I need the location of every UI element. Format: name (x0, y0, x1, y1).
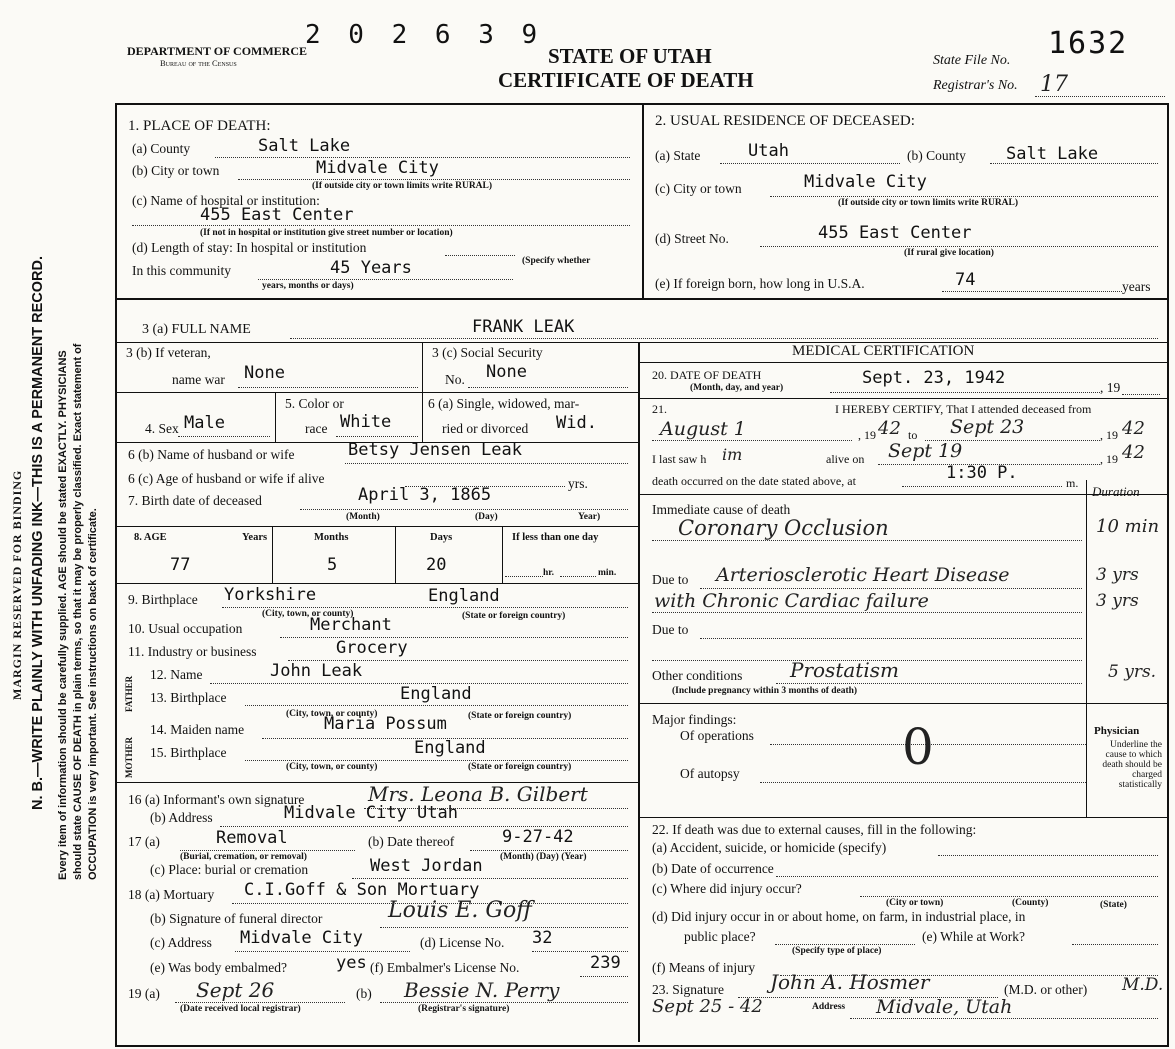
father-side-label: FATHER (124, 675, 134, 712)
marital-label: 6 (a) Single, widowed, mar- (428, 396, 580, 411)
state-file-no-label: State File No. (933, 53, 1011, 68)
immediate-cause-label: Immediate cause of death (652, 502, 791, 517)
ext-specify-place: (Specify type of place) (792, 946, 882, 956)
age-days-label: Days (430, 532, 453, 543)
director-signature: Louis E. Goff (388, 898, 532, 923)
burial-place-label: (c) Place: burial or cremation (150, 862, 309, 877)
mother-bp-state-note: (State or foreign country) (468, 762, 572, 772)
res-city-label: (c) City or town (655, 181, 742, 196)
spouse-age-label: 6 (c) Age of husband or wife if alive (128, 471, 325, 486)
ext-city-note: (City or town) (886, 898, 944, 908)
reg19-b-label: (b) (356, 986, 372, 1001)
permanent-record-note: N. B.—WRITE PLAINLY WITH UNFADING INK—THIS IS A PERMANENT RECORD. (30, 256, 46, 810)
occupation-label: 10. Usual occupation (128, 621, 243, 636)
birth-year-note: Year) (578, 512, 601, 522)
alive-on: Sept 19 (888, 440, 963, 462)
burial-date-label: (b) Date thereof (368, 834, 455, 849)
pod-stay-label: (d) Length of stay: In hospital or institution (132, 240, 367, 255)
mother-bp-city-note: (City, town, or county) (286, 762, 378, 772)
reg19-label: 19 (a) (128, 986, 160, 1001)
external-c: (c) Where did injury occur? (652, 881, 802, 896)
death-time: 1:30 P. (946, 463, 1018, 483)
n21-label: 21. (652, 402, 667, 416)
mortuary-address: Midvale City (240, 928, 363, 948)
birthplace-label: 9. Birthplace (128, 592, 198, 607)
war-value: None (244, 363, 285, 383)
pod-hospital: 455 East Center (200, 205, 354, 225)
ss-label: 3 (c) Social Security (432, 345, 543, 360)
pod-city-label: (b) City or town (132, 163, 220, 178)
birthplace-city-note: (City, town, or county) (262, 609, 354, 619)
age-label: 8. AGE (134, 532, 167, 543)
race-value: White (340, 412, 392, 432)
physician-signature: John A. Hosmer (770, 970, 930, 994)
medical-heading: MEDICAL CERTIFICATION (792, 343, 975, 359)
war-label: name war (172, 372, 225, 387)
mortuary-label: 18 (a) Mortuary (128, 887, 215, 902)
other-note: (Include pregnancy within 3 months of death) (672, 686, 858, 696)
full-name: FRANK LEAK (472, 317, 575, 337)
from-year: 42 (878, 418, 901, 439)
due-to-label-1: Due to (652, 572, 689, 587)
informant-signature: Mrs. Leona B. Gilbert (368, 782, 588, 806)
embalmed-label: (e) Was body embalmed? (150, 960, 287, 975)
pod-city-note: (If outside city or town limits write RURAL) (312, 181, 493, 191)
father-bp: England (400, 684, 472, 704)
from-19: , 19 (858, 428, 876, 442)
physician-address: Midvale, Utah (876, 996, 1013, 1018)
external-f: (f) Means of injury (652, 960, 756, 975)
registrar-no-label: Registrar's No. (933, 78, 1018, 93)
mother-bp: England (414, 738, 486, 758)
burial-date: 9-27-42 (502, 827, 574, 847)
due-to-1b-duration: 3 yrs (1096, 591, 1139, 611)
pod-county: Salt Lake (258, 136, 351, 156)
dod-note: (Month, day, and year) (690, 383, 784, 393)
res-city: Midvale City (804, 172, 927, 192)
burial-label: 17 (a) (128, 834, 160, 849)
occupation-value: Merchant (310, 615, 392, 635)
father-bp-label: 13. Birthplace (150, 690, 227, 705)
burial-value: Removal (216, 828, 288, 848)
state-title: STATE OF UTAH (548, 44, 712, 68)
instruction-note-2: should state CAUSE OF DEATH in plain terms, so that it may be properly classified. Exact statement of (72, 343, 84, 880)
burial-date-note: (Month) (Day) (Year) (500, 852, 587, 862)
death-m: m. (1066, 476, 1079, 490)
external-b: (b) Date of occurrence (652, 861, 774, 876)
external-a: (a) Accident, suicide, or homicide (specify) (652, 840, 887, 855)
signature-address-label: Address (812, 1002, 846, 1012)
physician-note: Underline the cause to which death should be charged statistically (1102, 740, 1162, 790)
dod-value: Sept. 23, 1942 (862, 368, 1006, 388)
birth-day-note: (Day) (475, 512, 498, 522)
major-findings-label: Major findings: (652, 712, 737, 727)
res-street-note: (If rural give location) (904, 248, 994, 258)
dod-19: , 19 (1100, 380, 1121, 395)
burial-note: (Burial, cremation, or removal) (180, 852, 307, 862)
father-name-label: 12. Name (150, 667, 203, 682)
res-county: Salt Lake (1006, 144, 1099, 164)
pod-community: 45 Years (330, 258, 412, 278)
res-foreign-label: (e) If foreign born, how long in U.S.A. (655, 276, 865, 291)
external-d2: public place? (684, 929, 756, 944)
spouse-value: Betsy Jensen Leak (348, 440, 522, 460)
physician-note-title: Physician (1094, 725, 1140, 737)
external-e: (e) While at Work? (922, 929, 1025, 944)
res-county-label: (b) County (907, 148, 966, 163)
age-min: min. (598, 568, 617, 578)
res-state-label: (a) State (655, 148, 701, 163)
marital-label-2: ried or divorced (442, 421, 529, 436)
due-to-1-duration: 3 yrs (1096, 565, 1139, 585)
spouse-age-yrs: yrs. (568, 476, 588, 491)
informant-address: Midvale City Utah (284, 803, 458, 823)
ss-no-label: No. (445, 372, 465, 387)
res-street: 455 East Center (818, 223, 972, 243)
spouse-label: 6 (b) Name of husband or wife (128, 447, 295, 462)
due-to-1: Arteriosclerotic Heart Disease (716, 564, 1010, 586)
father-bp-state-note: (State or foreign country) (468, 711, 572, 721)
registrar-sig-note: (Registrar's signature) (418, 1004, 510, 1014)
res-street-label: (d) Street No. (655, 231, 729, 246)
res-foreign: 74 (955, 270, 976, 290)
external-heading: 22. If death was due to external causes, fill in the following: (652, 822, 977, 837)
veteran-label: 3 (b) If veteran, (126, 345, 211, 360)
findings-mark: 0 (902, 718, 934, 776)
dod-label: 20. DATE OF DEATH (652, 368, 762, 382)
registrar-signature: Bessie N. Perry (404, 978, 560, 1002)
mother-name-label: 14. Maiden name (150, 722, 245, 737)
father-name: John Leak (270, 661, 363, 681)
birthplace-state-note: (State or foreign country) (462, 611, 566, 621)
pod-hospital-note: (If not in hospital or institution give street number or location) (200, 228, 453, 238)
autopsy-label: Of autopsy (680, 766, 740, 781)
attended-from: August 1 (660, 418, 746, 440)
certificate-title: CERTIFICATE OF DEATH (498, 68, 754, 92)
pod-county-label: (a) County (132, 141, 191, 156)
age-hr: hr. (543, 568, 555, 578)
duration-label: Duration (1092, 484, 1140, 499)
director-label: (b) Signature of funeral director (150, 911, 323, 926)
pod-stay-note: years, months or days) (262, 281, 354, 291)
birthplace-city: Yorkshire (224, 585, 317, 605)
immediate-duration: 10 min (1096, 516, 1160, 537)
bureau-name: Bureau of the Census (160, 58, 237, 68)
pod-city: Midvale City (316, 158, 439, 178)
ext-state-note: (State) (1100, 900, 1127, 910)
registrar-no: 17 (1040, 72, 1068, 97)
md-value: M.D. (1122, 975, 1164, 995)
binding-margin-note: MARGIN RESERVED FOR BINDING (10, 469, 24, 700)
mother-bp-label: 15. Birthplace (150, 745, 227, 760)
age-months-label: Months (314, 532, 349, 543)
embalmer-label: (f) Embalmer's License No. (370, 960, 520, 975)
mortuary-value: C.I.Goff & Son Mortuary (244, 880, 480, 900)
pod-community-label: In this community (132, 263, 231, 278)
external-d: (d) Did injury occur in or about home, on farm, in industrial place, in (652, 909, 1026, 924)
age-lessday-label: If less than one day (512, 532, 599, 543)
father-bp-city-note: (City, town, or county) (286, 709, 378, 719)
industry-value: Grocery (336, 638, 408, 658)
place-of-death-heading: 1. PLACE OF DEATH: (128, 118, 271, 134)
color-label: 5. Color or (285, 396, 344, 411)
birth-month-note: (Month) (346, 512, 380, 522)
stamp-number: 2 0 2 6 3 9 (305, 20, 544, 50)
due-to-1b: with Chronic Cardiac failure (654, 590, 929, 612)
last-saw-label: I last saw h (652, 452, 707, 466)
industry-label: 11. Industry or business (128, 644, 257, 659)
burial-place: West Jordan (370, 856, 483, 876)
license-value: 32 (532, 928, 553, 948)
informant-address-label: (b) Address (150, 810, 213, 825)
state-file-no: 1632 (1048, 26, 1129, 61)
full-name-label: 3 (a) FULL NAME (142, 322, 251, 337)
residence-heading: 2. USUAL RESIDENCE OF DECEASED: (655, 113, 915, 129)
alive-on-label: alive on (826, 452, 865, 466)
res-state: Utah (748, 141, 789, 161)
other-duration: 5 yrs. (1108, 662, 1157, 682)
age-months: 5 (327, 555, 338, 575)
ss-value: None (486, 362, 527, 382)
res-years: years (1122, 279, 1151, 294)
alive-year: 42 (1122, 442, 1145, 463)
ext-county-note: (County) (1012, 898, 1049, 908)
age-days: 20 (426, 555, 447, 575)
occurred-label: death occurred on the date stated above, at (652, 474, 856, 488)
department-name: DEPARTMENT OF COMMERCE (127, 44, 308, 58)
instruction-note-1: Every item of information should be carefully supplied. AGE should be stated EXACTLY. PHYSICIANS (57, 350, 69, 880)
last-saw-him: im (722, 445, 743, 464)
to-19: , 19 (1100, 428, 1118, 442)
other-conditions: Prostatism (790, 658, 899, 682)
other-conditions-label: Other conditions (652, 668, 743, 683)
signature-23-label: 23. Signature (652, 982, 724, 997)
mortuary-address-label: (c) Address (150, 935, 212, 950)
pod-hospital-label: (c) Name of hospital or institution: (132, 193, 320, 208)
birth-label: 7. Birth date of deceased (128, 493, 262, 508)
pod-specify-note: (Specify whether (522, 256, 591, 266)
certify-text: I HEREBY CERTIFY, That I attended deceased from (835, 402, 1092, 416)
res-city-note: (If outside city or town limits write RURAL) (838, 198, 1019, 208)
race-label: race (305, 421, 328, 436)
reg19-date: Sept 26 (196, 978, 275, 1002)
embalmed-value: yes (336, 953, 367, 973)
sex-value: Male (184, 413, 225, 433)
to-year: 42 (1122, 418, 1145, 439)
operations-label: Of operations (680, 728, 754, 743)
alive-19: , 19 (1100, 452, 1118, 466)
instruction-note-3: OCCUPATION is very important. See instructions on back of certificate. (87, 508, 99, 880)
marital-value: Wid. (556, 413, 597, 433)
age-years: 77 (170, 555, 191, 575)
sex-label: 4. Sex (145, 421, 179, 436)
signature-date: Sept 25 - 42 (652, 996, 763, 1017)
attended-to: Sept 23 (950, 416, 1025, 438)
md-label: (M.D. or other) (1004, 982, 1088, 997)
birthplace-country: England (428, 586, 500, 606)
due-to-label-2: Due to (652, 622, 689, 637)
informant-sig-label: 16 (a) Informant's own signature (128, 792, 305, 807)
license-label: (d) License No. (420, 935, 505, 950)
to-label: to (908, 428, 918, 442)
embalmer-value: 239 (590, 953, 621, 973)
mother-side-label: MOTHER (124, 736, 134, 778)
reg19-date-note: (Date received local registrar) (180, 1004, 301, 1014)
birth-value: April 3, 1865 (358, 485, 492, 505)
immediate-cause: Coronary Occlusion (678, 516, 889, 540)
mother-name: Maria Possum (324, 714, 447, 734)
age-years-label: Years (242, 532, 268, 543)
